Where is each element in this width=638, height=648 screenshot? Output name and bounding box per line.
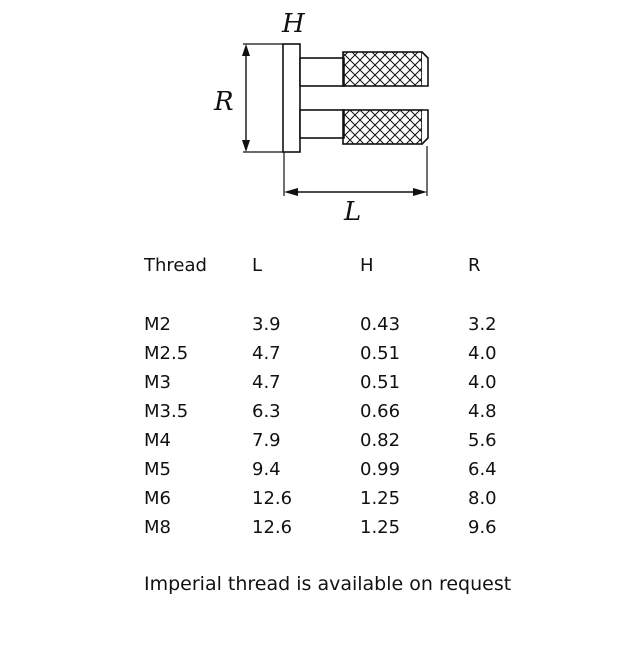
- table-row: [144, 455, 528, 484]
- insert-dimension-diagram: [0, 0, 638, 240]
- header-r: R: [468, 254, 481, 276]
- cell-r: 9.6: [468, 517, 497, 538]
- cell-l: 6.3: [252, 401, 281, 422]
- upper-tip: [422, 52, 428, 86]
- flange: [283, 44, 300, 152]
- cell-h: 1.25: [360, 517, 401, 538]
- cell-r: 4.0: [468, 343, 497, 364]
- cell-thread: M5: [144, 459, 171, 480]
- table-row: [144, 397, 528, 426]
- label-l: L: [344, 197, 362, 227]
- cell-h: 0.82: [360, 430, 401, 451]
- cell-thread: M3.5: [144, 401, 189, 422]
- table-row: [144, 426, 528, 455]
- cell-l: 7.9: [252, 430, 281, 451]
- upper-shank: [300, 58, 344, 86]
- table-row: [144, 368, 528, 397]
- table-row: [144, 310, 528, 339]
- lower-knurl: [343, 110, 422, 144]
- imperial-thread-note: Imperial thread is available on request: [144, 573, 512, 595]
- upper-knurl: [343, 52, 422, 86]
- thread-dimensions-table: [144, 252, 528, 542]
- cell-l: 12.6: [252, 488, 293, 509]
- table-row: [144, 339, 528, 368]
- header-h: H: [360, 254, 374, 276]
- cell-l: 4.7: [252, 372, 281, 393]
- table-row: [144, 513, 528, 542]
- cell-r: 4.8: [468, 401, 497, 422]
- cell-thread: M3: [144, 372, 171, 393]
- label-h: H: [282, 9, 305, 39]
- cell-l: 12.6: [252, 517, 293, 538]
- header-thread: Thread: [144, 254, 207, 276]
- cell-h: 0.66: [360, 401, 401, 422]
- lower-tip: [422, 110, 428, 144]
- cell-h: 0.43: [360, 314, 401, 335]
- header-l: L: [252, 254, 263, 276]
- cell-h: 1.25: [360, 488, 401, 509]
- cell-r: 5.6: [468, 430, 497, 451]
- cell-l: 3.9: [252, 314, 281, 335]
- cell-r: 4.0: [468, 372, 497, 393]
- cell-r: 8.0: [468, 488, 497, 509]
- cell-thread: M4: [144, 430, 171, 451]
- cell-l: 9.4: [252, 459, 281, 480]
- label-r: R: [214, 87, 234, 117]
- cell-h: 0.99: [360, 459, 401, 480]
- cell-l: 4.7: [252, 343, 281, 364]
- cell-r: 6.4: [468, 459, 497, 480]
- cell-thread: M2.5: [144, 343, 189, 364]
- cell-thread: M6: [144, 488, 171, 509]
- table-header-row: [144, 252, 528, 278]
- cell-r: 3.2: [468, 314, 497, 335]
- cell-thread: M2: [144, 314, 171, 335]
- cell-h: 0.51: [360, 372, 401, 393]
- lower-shank: [300, 110, 344, 138]
- cell-thread: M8: [144, 517, 171, 538]
- cell-h: 0.51: [360, 343, 401, 364]
- table-row: [144, 484, 528, 513]
